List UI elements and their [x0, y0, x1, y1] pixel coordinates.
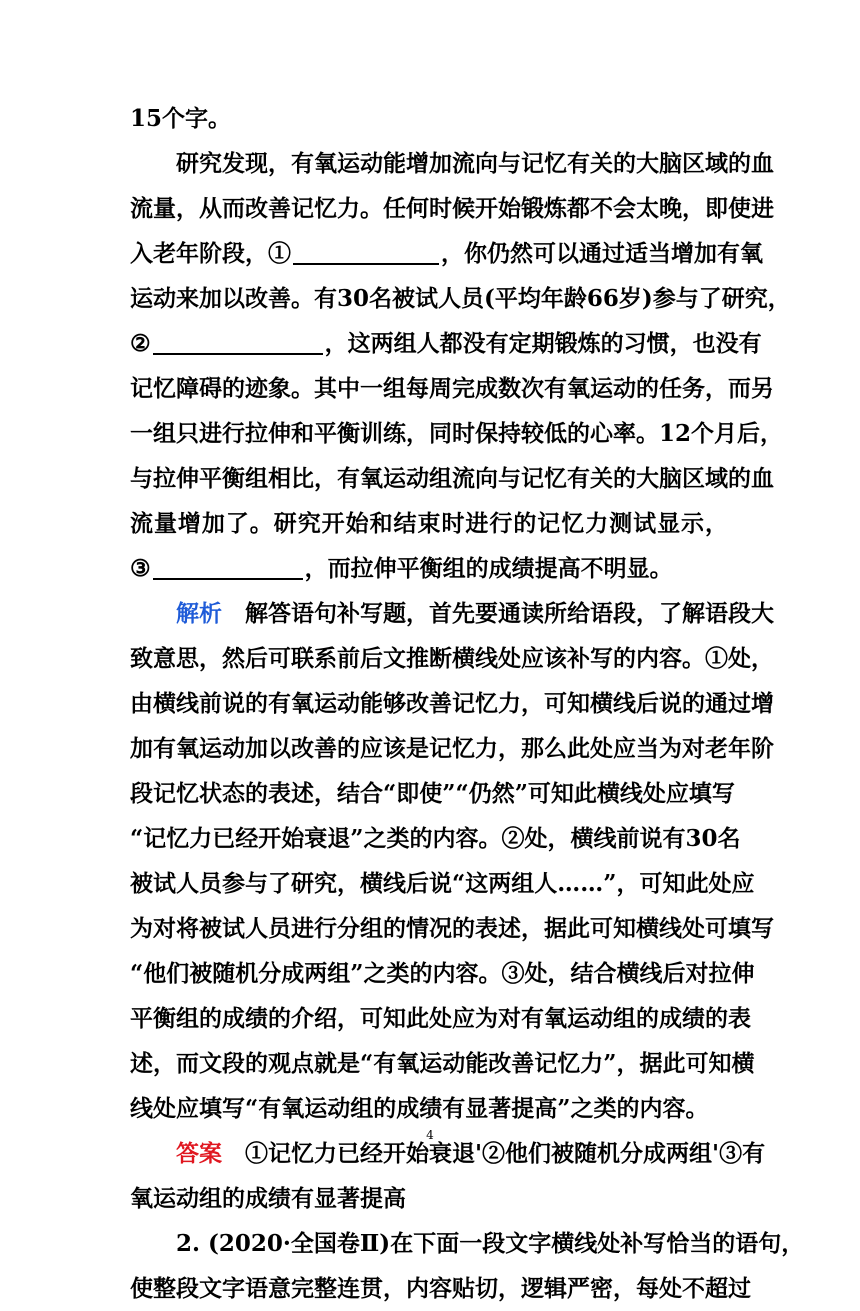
- passage-line: 记忆障碍的迹象。其中一组每周完成数次有氧运动的任务，而另: [130, 375, 774, 402]
- analysis-line: 段记忆状态的表述，结合“即使”“仍然”可知此横线处应填写: [130, 780, 735, 807]
- passage-line: [130, 546, 728, 591]
- analysis-line: “记忆力已经开始衰退”之类的内容。②处，横线前说有30名: [130, 825, 741, 852]
- passage-text: ，你仍然可以通过适当增加有氧: [441, 240, 763, 267]
- passage-text: ②: [130, 330, 151, 357]
- analysis-line: 致意思，然后可联系前后文推断横线处应该补写的内容。①处，: [130, 645, 774, 672]
- question-line: 2. (2020·全国卷Ⅱ)在下面一段文字横线处补写恰当的语句，: [176, 1230, 805, 1257]
- blank-line-1: [293, 239, 439, 265]
- analysis-line: 被试人员参与了研究，横线后说“这两组人……”，可知此处应: [130, 870, 755, 897]
- page-number: 4: [426, 1128, 434, 1142]
- passage-text: ③: [130, 555, 151, 582]
- analysis-line: 线处应填写“有氧运动组的成绩有显著提高”之类的内容。: [130, 1095, 709, 1122]
- analysis-line: 平衡组的成绩的介绍，可知此处应为对有氧运动组的成绩的表: [130, 1005, 751, 1032]
- analysis-label: 解析: [176, 600, 222, 627]
- passage-line: [130, 321, 762, 366]
- analysis-line: “他们被随机分成两组”之类的内容。③处，结合横线后对拉伸: [130, 960, 755, 987]
- answer-text: ①记忆力已经开始衰退'②他们被随机分成两组'③有: [245, 1140, 766, 1167]
- passage-line: 与拉伸平衡组相比，有氧运动组流向与记忆有关的大脑区域的血: [130, 465, 774, 492]
- passage-text: 入老年阶段，①: [130, 240, 291, 267]
- passage-text: ，这两组人都没有定期锻炼的习惯，也没有: [324, 330, 762, 357]
- passage-line: 15个字。: [130, 105, 232, 132]
- passage-line: [130, 231, 763, 276]
- blank-line-2: [153, 329, 323, 355]
- analysis-line: 为对将被试人员进行分组的情况的表述，据此可知横线处可填写: [130, 915, 774, 942]
- passage-line: 运动来加以改善。有30名被试人员(平均年龄66岁)参与了研究，: [130, 285, 791, 312]
- question-line: 使整段文字语意完整连贯，内容贴切，逻辑严密，每处不超过: [130, 1275, 751, 1302]
- analysis-line: 加有氧运动加以改善的应该是记忆力，那么此处应当为对老年阶: [130, 735, 774, 762]
- passage-text: ，而拉伸平衡组的成绩提高不明显。: [304, 555, 673, 582]
- analysis-line: 述，而文段的观点就是“有氧运动能改善记忆力”，据此可知横: [130, 1050, 755, 1077]
- passage-line: 流量，从而改善记忆力。任何时候开始锻炼都不会太晚，即使进: [130, 195, 774, 222]
- analysis-line: 由横线前说的有氧运动能够改善记忆力，可知横线后说的通过增: [130, 690, 774, 717]
- analysis-line: [130, 591, 774, 636]
- answer-line: 氧运动组的成绩有显著提高: [130, 1185, 406, 1212]
- passage-line: 一组只进行拉伸和平衡训练，同时保持较低的心率。12个月后，: [130, 420, 784, 447]
- passage-line: 流量增加了。研究开始和结束时进行的记忆力测试显示，: [130, 510, 728, 537]
- blank-line-3: [153, 554, 303, 580]
- analysis-text: 解答语句补写题，首先要通读所给语段，了解语段大: [245, 600, 774, 627]
- answer-label: 答案: [176, 1140, 222, 1167]
- passage-line: 研究发现，有氧运动能增加流向与记忆有关的大脑区域的血: [176, 150, 774, 177]
